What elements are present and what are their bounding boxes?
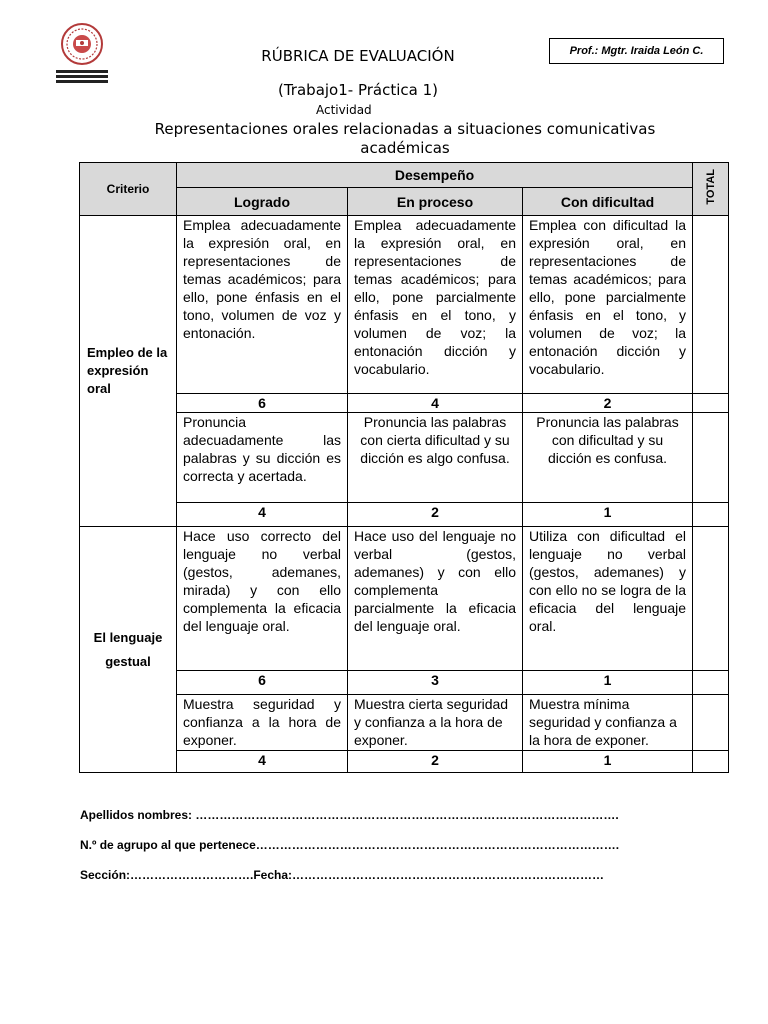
total-cell	[693, 216, 729, 394]
score-cell: 1	[523, 671, 693, 695]
page-subtitle: (Trabajo1- Práctica 1)	[278, 81, 438, 99]
total-cell	[693, 394, 729, 413]
criterio-header: Criterio	[80, 163, 177, 216]
score-cell: 2	[348, 751, 523, 773]
score-cell: 4	[177, 503, 348, 527]
criterion-name: El lenguaje gestual	[80, 527, 177, 773]
professor-box: Prof.: Mgtr. Iraida León C.	[549, 38, 724, 64]
total-header	[693, 163, 729, 216]
score-cell: 6	[177, 671, 348, 695]
descriptor-cell: Hace uso correcto del lenguaje no verbal (gestos, ademanes, mirada) y con ello complementa la eficacia del lenguaje oral.	[177, 527, 348, 671]
score-cell: 6	[177, 394, 348, 413]
total-label: TOTAL	[704, 169, 717, 205]
column-logrado: Logrado	[177, 188, 348, 216]
score-cell: 4	[177, 751, 348, 773]
total-cell	[693, 413, 729, 503]
criterion-name: Empleo de la expresión oral	[80, 216, 177, 527]
desempeno-header: Desempeño	[177, 163, 693, 188]
descriptor-cell: Muestra seguridad y confianza a la hora de exponer.	[177, 695, 348, 751]
descriptor-cell: Emplea adecuadamente la expresión oral, en representaciones de temas académicos; para ello, pone énfasis en el tono, volumen de voz y entonación.	[177, 216, 348, 394]
seccion-fecha-field[interactable]: Sección:………………………….Fecha:……………………………………………………………………	[80, 868, 605, 882]
agrupo-field[interactable]: N.º de agrupo al que pertenece……………………………………………………………………………….	[80, 838, 620, 852]
page-title: RÚBRICA DE EVALUACIÓN	[261, 47, 455, 65]
descriptor-cell: Hace uso del lenguaje no verbal (gestos, ademanes) y con ello complementa parcialmente la eficacia del lenguaje oral.	[348, 527, 523, 671]
descriptor-cell: Pronuncia las palabras con cierta dificultad y su dicción es algo confusa.	[348, 413, 523, 503]
activity-label: Actividad	[316, 103, 372, 117]
score-cell: 2	[348, 503, 523, 527]
descriptor-cell: Muestra mínima seguridad y confianza a la hora de exponer.	[523, 695, 693, 751]
score-cell: 1	[523, 503, 693, 527]
total-cell	[693, 527, 729, 671]
descriptor-cell: Muestra cierta seguridad y confianza a la hora de exponer.	[348, 695, 523, 751]
score-cell: 2	[523, 394, 693, 413]
total-cell	[693, 671, 729, 695]
apellidos-field[interactable]: Apellidos nombres: …………………………………………………………………………………………….	[80, 808, 619, 822]
column-en-proceso: En proceso	[348, 188, 523, 216]
university-logo	[54, 22, 110, 86]
total-cell	[693, 503, 729, 527]
total-cell	[693, 751, 729, 773]
descriptor-cell: Utiliza con dificultad el lenguaje no verbal (gestos, ademanes) y con ello no se logra de la eficacia del lenguaje oral.	[523, 527, 693, 671]
activity-description: Representaciones orales relacionadas a situaciones comunicativas académicas	[154, 120, 656, 157]
column-con-dificultad: Con dificultad	[523, 188, 693, 216]
descriptor-cell: Pronuncia las palabras con dificultad y su dicción es confusa.	[523, 413, 693, 503]
descriptor-cell: Pronuncia adecuadamente las palabras y su dicción es correcta y acertada.	[177, 413, 348, 503]
descriptor-cell: Emplea con dificultad la expresión oral, en representaciones de temas académicos; para ello, pone parcialmente énfasis en el tono, y volumen de voz; la entonación dicción y vocabulario.	[523, 216, 693, 394]
score-cell: 4	[348, 394, 523, 413]
total-cell	[693, 695, 729, 751]
rubric-table	[79, 162, 729, 773]
descriptor-cell: Emplea adecuadamente la expresión oral, en representaciones de temas académicos; para ello, pone parcialmente énfasis en el tono, y volumen de voz; la entonación dicción y vocabulario.	[348, 216, 523, 394]
score-cell: 1	[523, 751, 693, 773]
score-cell: 3	[348, 671, 523, 695]
